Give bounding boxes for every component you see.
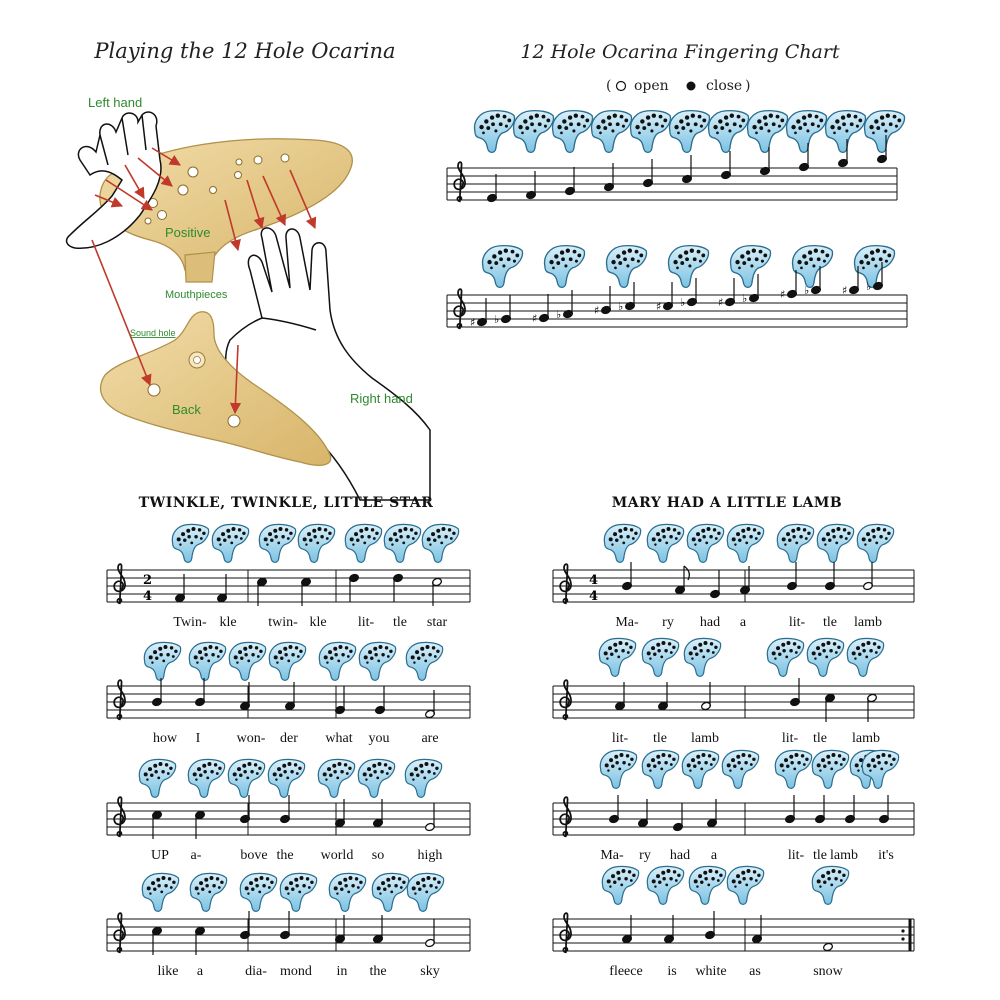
sharp-sign: ♯ xyxy=(532,312,538,325)
ocarina-fingering-icon xyxy=(767,638,803,676)
lyric-word: Ma- xyxy=(615,615,639,630)
back-hole-left xyxy=(148,384,160,396)
fingering-row-1 xyxy=(475,111,905,153)
ocarina-fingering-icon xyxy=(406,642,442,680)
ocarina-fingering-icon xyxy=(682,750,718,788)
lyric-word: lit- xyxy=(357,615,375,630)
closed-hole-icon xyxy=(687,82,696,91)
ocarina-fingering-icon xyxy=(142,873,178,911)
ocarina-fingering-icon xyxy=(259,524,295,562)
ocarina-fingering-icon xyxy=(647,866,683,904)
lyric-word: lamb xyxy=(854,615,882,630)
svg-text:): ) xyxy=(745,78,751,94)
lyric-word: tle xyxy=(823,615,837,630)
ocarina-fingering-icon xyxy=(139,759,175,797)
ocarina-fingering-icon xyxy=(807,638,843,676)
ocarina-fingering-icon xyxy=(687,524,723,562)
lyric-word: white xyxy=(695,964,727,979)
ocarina-fingering-icon xyxy=(817,524,853,562)
note-head xyxy=(823,942,834,951)
repeat-dot xyxy=(901,937,904,940)
ocarina-fingering-icon xyxy=(787,111,827,153)
ocarina-fingering-icon xyxy=(826,111,866,153)
fingering-staff-1 xyxy=(447,135,897,203)
lyric-word: kle xyxy=(219,615,237,630)
lyric-word: lit- xyxy=(787,848,805,863)
ocarina-fingering-icon xyxy=(642,638,678,676)
lyric-word: had xyxy=(699,615,721,630)
lyric-word: what xyxy=(325,731,353,746)
ocarina-fingering-icon xyxy=(748,111,788,153)
diagram-title: Playing the 12 Hole Ocarina xyxy=(94,39,396,63)
lyric-word: lit- xyxy=(611,731,629,746)
ocarina-fingering-icon xyxy=(602,866,638,904)
lyric-word: lit- xyxy=(788,615,806,630)
legend-close: close xyxy=(706,78,743,94)
lyric-word: is xyxy=(667,964,677,979)
lyric-word: star xyxy=(426,615,448,630)
ocarina-fingering-icon xyxy=(422,524,458,562)
label-back: Back xyxy=(172,402,201,417)
lyric-word: how xyxy=(152,731,178,746)
ocarina-fingering-icon xyxy=(727,866,763,904)
ocarina-fingering-icon xyxy=(188,759,224,797)
svg-text:(: ( xyxy=(606,78,612,94)
lyric-word: so xyxy=(371,848,385,863)
lyric-word: won- xyxy=(236,731,266,746)
sharp-sign: ♯ xyxy=(594,304,600,317)
ocarina-fingering-icon xyxy=(647,524,683,562)
lyric-word: are xyxy=(421,731,439,746)
lyric-word: tle xyxy=(813,848,827,863)
time-signature-top: 2 xyxy=(143,573,153,588)
lyric-word: tle xyxy=(393,615,407,630)
ocarina-fingering-icon xyxy=(592,111,632,153)
time-signature-top: 4 xyxy=(589,573,599,588)
song-scores xyxy=(107,524,914,979)
ocarina-fingering-icon xyxy=(514,111,554,153)
ocarina-fingering-icon xyxy=(405,759,441,797)
ocarina-fingering-icon xyxy=(553,111,593,153)
lyric-word: bove xyxy=(240,848,268,863)
legend xyxy=(606,78,750,94)
flat-sign: ♭ xyxy=(680,296,686,309)
ocarina-fingering-icon xyxy=(240,873,276,911)
ocarina-fingering-icon xyxy=(812,866,848,904)
lyric-word: tle xyxy=(813,731,827,746)
ocarina-fingering-icon xyxy=(604,524,640,562)
flat-sign: ♭ xyxy=(866,280,872,293)
flat-sign: ♭ xyxy=(618,300,624,313)
repeat-dot xyxy=(901,929,904,932)
sharp-sign: ♯ xyxy=(842,284,848,297)
lyric-word: lamb xyxy=(852,731,880,746)
ocarina-fingering-icon xyxy=(407,873,443,911)
lyric-word: you xyxy=(368,731,390,746)
lyric-word: mond xyxy=(280,964,312,979)
ocarina-fingering-icon xyxy=(857,524,893,562)
lyric-word: lit- xyxy=(781,731,799,746)
ocarina-fingering-icon xyxy=(775,750,811,788)
label-right-hand: Right hand xyxy=(350,391,413,406)
ocarina-fingering-icon xyxy=(212,524,248,562)
ocarina-fingering-icon xyxy=(372,873,408,911)
sharp-sign: ♯ xyxy=(780,288,786,301)
ocarina-fingering-icon xyxy=(329,873,365,911)
ocarina-fingering-icon xyxy=(268,759,304,797)
sharp-sign: ♯ xyxy=(718,296,724,309)
lyric-word: Twin- xyxy=(173,615,207,630)
lyric-word: a- xyxy=(190,848,202,863)
lyric-word: fleece xyxy=(609,964,643,979)
ocarina-fingering-icon xyxy=(731,246,771,288)
label-positive: Positive xyxy=(165,225,211,240)
lyric-word: high xyxy=(417,848,443,863)
ocarina-fingering-icon xyxy=(359,642,395,680)
flat-sign: ♭ xyxy=(556,308,562,321)
ocarina-fingering-icon xyxy=(722,750,758,788)
lyric-word: a xyxy=(739,615,747,630)
sharp-sign: ♯ xyxy=(656,300,662,313)
flat-sign: ♭ xyxy=(494,313,500,326)
label-sound-hole: Sound hole xyxy=(130,328,176,338)
ocarina-fingering-icon xyxy=(384,524,420,562)
ocarina-fingering-icon xyxy=(190,873,226,911)
ocarina-fingering-icon xyxy=(631,111,671,153)
lyric-word: the xyxy=(276,848,294,863)
lyric-word: sky xyxy=(420,964,440,979)
lyric-word: UP xyxy=(151,848,169,863)
lyric-word: snow xyxy=(813,964,843,979)
ocarina-fingering-icon xyxy=(298,524,334,562)
ocarina-fingering-icon xyxy=(855,246,895,288)
back-hole-right xyxy=(228,415,240,427)
lyric-word: in xyxy=(336,964,348,979)
lyric-word: kle xyxy=(309,615,327,630)
lyric-word: lamb xyxy=(830,848,858,863)
ocarina-fingering-icon xyxy=(684,638,720,676)
ocarina-fingering-icon xyxy=(599,638,635,676)
ocarina-fingering-icon xyxy=(709,111,749,153)
ocarina-fingering-icon xyxy=(280,873,316,911)
chart-title: 12 Hole Ocarina Fingering Chart xyxy=(520,41,840,63)
lyric-word: a xyxy=(710,848,718,863)
ocarina-fingering-icon xyxy=(727,524,763,562)
lyric-word: the xyxy=(369,964,387,979)
ocarina-fingering-icon xyxy=(847,638,883,676)
time-signature-bottom: 4 xyxy=(143,589,153,604)
ocarina-fingering-icon xyxy=(144,642,180,680)
ocarina-fingering-icon xyxy=(358,759,394,797)
flat-sign: ♭ xyxy=(742,292,748,305)
flat-sign: ♭ xyxy=(804,284,810,297)
fingering-row-2 xyxy=(483,246,895,288)
ocarina-fingering-icon xyxy=(545,246,585,288)
ocarina-fingering-icon xyxy=(228,759,264,797)
lyric-word: ry xyxy=(662,615,674,630)
open-hole-icon xyxy=(617,82,626,91)
ocarina-fingering-icon xyxy=(172,524,208,562)
lyric-word: a xyxy=(196,964,204,979)
lyric-word: der xyxy=(280,731,298,746)
song-title-mary: MARY HAD A LITTLE LAMB xyxy=(611,495,843,511)
lyric-word: dia- xyxy=(245,964,267,979)
ocarina-fingering-icon xyxy=(777,524,813,562)
ocarina-fingering-icon xyxy=(865,111,905,153)
ocarina-fingering-icon xyxy=(345,524,381,562)
ocarina-fingering-icon xyxy=(793,246,833,288)
lyric-word: I xyxy=(195,731,201,746)
time-signature-bottom: 4 xyxy=(589,589,599,604)
sharp-sign: ♯ xyxy=(470,316,476,329)
lyric-word: twin- xyxy=(268,615,298,630)
ocarina-fingering-icon xyxy=(269,642,305,680)
lyric-word: as xyxy=(749,964,761,979)
ocarina-fingering-icon xyxy=(475,111,515,153)
ocarina-fingering-icon xyxy=(607,246,647,288)
ocarina-fingering-icon xyxy=(689,866,725,904)
ocarina-fingering-icon xyxy=(319,642,355,680)
lyric-word: lamb xyxy=(691,731,719,746)
ocarina-fingering-icon xyxy=(812,750,848,788)
lyric-word: tle xyxy=(653,731,667,746)
ocarina-fingering-icon xyxy=(189,642,225,680)
label-mouthpieces: Mouthpieces xyxy=(165,289,228,301)
lyric-word: world xyxy=(320,848,354,863)
ocarina-fingering-icon xyxy=(229,642,265,680)
lyric-word: had xyxy=(669,848,691,863)
ocarina-fingering-icon xyxy=(483,246,523,288)
lyric-word: ry xyxy=(639,848,651,863)
lyric-word: Ma- xyxy=(600,848,624,863)
mouthpiece xyxy=(185,252,215,282)
ocarina-fingering-icon xyxy=(318,759,354,797)
ocarina-fingering-icon xyxy=(669,246,709,288)
legend-open: open xyxy=(634,78,669,94)
label-left-hand: Left hand xyxy=(88,95,143,110)
ocarina-fingering-icon xyxy=(642,750,678,788)
lyric-word: like xyxy=(157,964,179,979)
song-title-twinkle: TWINKLE, TWINKLE, LITTLE STAR xyxy=(138,495,434,511)
ocarina-fingering-icon xyxy=(600,750,636,788)
lyric-word: it's xyxy=(878,848,894,863)
ocarina-fingering-icon xyxy=(670,111,710,153)
